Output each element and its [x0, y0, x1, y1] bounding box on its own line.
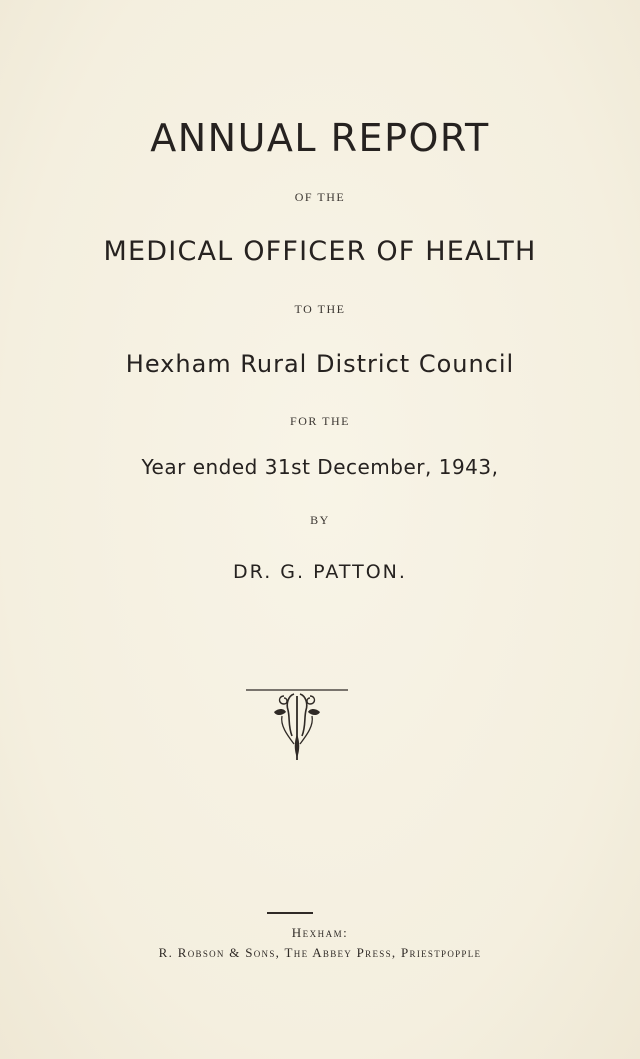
council-name: Hexham Rural District Council	[125, 350, 515, 378]
imprint-divider	[267, 912, 313, 914]
report-period: Year ended 31st December, 1943,	[141, 455, 499, 479]
imprint-place: Hexham:	[291, 925, 349, 940]
connector-of-the: OF THE	[294, 190, 346, 204]
connector-for-the: FOR THE	[290, 414, 350, 428]
connector-to-the: TO THE	[294, 302, 346, 316]
report-title: ANNUAL REPORT	[150, 116, 490, 160]
report-subtitle: MEDICAL OFFICER OF HEALTH	[103, 236, 537, 267]
floral-ornament-icon	[244, 686, 350, 766]
report-author: DR. G. PATTON.	[233, 561, 407, 583]
imprint-printer: R. Robson & Sons, The Abbey Press, Priestpopple	[158, 945, 482, 960]
connector-by: BY	[310, 513, 330, 527]
